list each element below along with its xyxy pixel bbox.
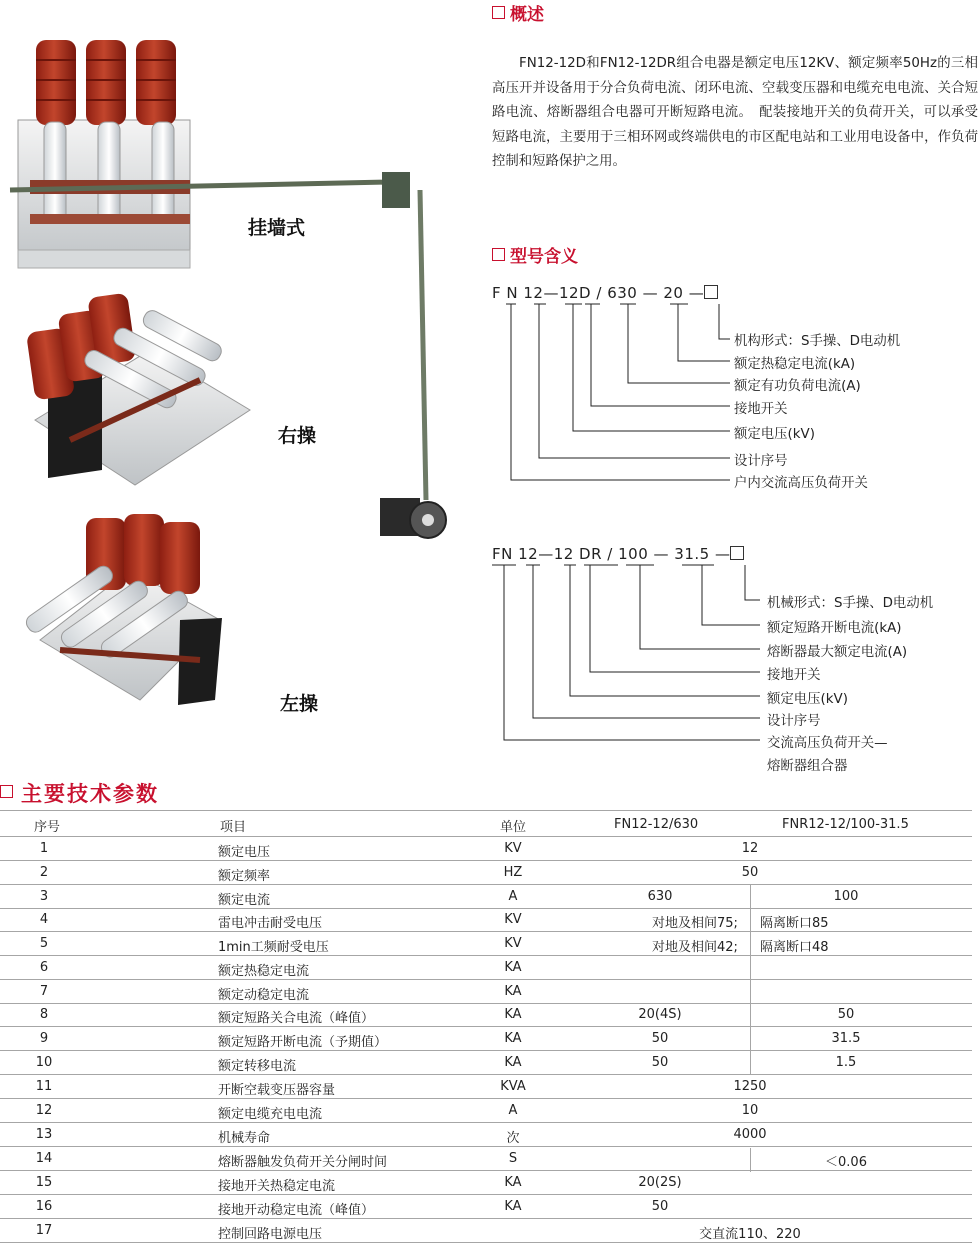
row-value-fnr12: 100 (833, 889, 859, 904)
row-item: 开断空载变压器容量 (218, 1083, 336, 1098)
left-operation-switch-photo (23, 514, 222, 705)
row-unit: A (508, 889, 518, 904)
row-divider (0, 1003, 972, 1004)
model1-desc-thermal: 额定热稳定电流(kA) (734, 357, 856, 372)
row-item: 接地开动稳定电流（峰值） (218, 1203, 375, 1218)
row-value-both: 4000 (733, 1127, 767, 1142)
row-value-fnr12: 1.5 (835, 1055, 857, 1070)
row-item: 额定频率 (218, 869, 271, 884)
row-no: 2 (39, 865, 49, 880)
model2-desc-mechanism: 机械形式：S手操、D电动机 (767, 596, 934, 611)
row-unit: KV (504, 936, 522, 951)
row-value-both: 交直流110、220 (699, 1227, 801, 1242)
row-divider (0, 979, 972, 980)
row-item: 额定电压 (218, 845, 271, 860)
model2-desc-type-2: 熔断器组合器 (767, 759, 848, 774)
model1-desc-type: 户内交流高压负荷开关 (734, 476, 868, 491)
row-unit: KA (504, 1055, 522, 1070)
row-unit: 次 (506, 1131, 520, 1146)
row-unit: KVA (500, 1079, 526, 1094)
row-no: 3 (39, 889, 49, 904)
model1-desc-load: 额定有功负荷电流(A) (734, 379, 861, 394)
row-divider (0, 1098, 972, 1099)
row-value-both: 12 (741, 841, 759, 856)
wall-mount-label: 挂墙式 (248, 217, 306, 239)
row-value-fn12: 20(2S) (638, 1175, 682, 1190)
model-meaning-heading: 型号含义 (492, 242, 578, 267)
header-item: 项目 (220, 820, 247, 835)
row-divider (0, 1122, 972, 1123)
row-value-b: 隔离断口85 (760, 916, 829, 931)
header-unit: 单位 (500, 820, 527, 835)
row-divider (0, 1218, 972, 1219)
row-item: 额定转移电流 (218, 1059, 297, 1074)
row-no: 12 (35, 1103, 53, 1118)
row-no: 1 (39, 841, 49, 856)
row-unit: KV (504, 912, 522, 927)
row-value-both: 10 (741, 1103, 759, 1118)
model2-desc-earthing: 接地开关 (767, 668, 821, 683)
row-divider (0, 1170, 972, 1171)
row-value-fn12: 20(4S) (638, 1007, 682, 1022)
row-unit: A (508, 1103, 518, 1118)
row-value-fnr12: ＜0.06 (825, 1155, 867, 1170)
row-no: 5 (39, 936, 49, 951)
row-item: 1min工频耐受电压 (218, 940, 329, 955)
header-fn12: FN12-12/630 (614, 817, 699, 832)
model2-desc-serial: 设计序号 (767, 714, 821, 729)
model2-desc-fuse: 熔断器最大额定电流(A) (767, 645, 908, 660)
model2-desc-breaking: 额定短路开断电流(kA) (767, 621, 902, 636)
row-item: 额定短路关合电流（峰值） (218, 1011, 375, 1026)
row-value-fn12: 50 (651, 1199, 669, 1214)
row-value-a: 对地及相间42; (652, 940, 738, 955)
left-operation-label: 左操 (280, 693, 319, 715)
row-no: 15 (35, 1175, 53, 1190)
checkbox-icon (0, 785, 13, 798)
row-divider (0, 860, 972, 861)
row-divider (0, 1194, 972, 1195)
row-value-fn12: 50 (651, 1055, 669, 1070)
row-unit: KV (504, 841, 522, 856)
row-unit: KA (504, 1175, 522, 1190)
row-item: 控制回路电源电压 (218, 1227, 323, 1242)
row-value-fn12: 50 (651, 1031, 669, 1046)
checkbox-icon (492, 6, 505, 19)
row-item: 额定电缆充电电流 (218, 1107, 323, 1122)
row-no: 7 (39, 984, 49, 999)
row-no: 16 (35, 1199, 53, 1214)
checkbox-icon (492, 248, 505, 261)
row-value-fn12: 630 (647, 889, 673, 904)
row-unit: KA (504, 1007, 522, 1022)
row-value-both: 50 (741, 865, 759, 880)
model1-desc-earthing: 接地开关 (734, 402, 788, 417)
row-no: 10 (35, 1055, 53, 1070)
overview-text: FN12-12D和FN12-12DR组合电器是额定电压12KV、额定频率50Hz的三相高压开并设备用于分合负荷电流、闭环电流、空载变压器和电缆充电电流、关合短路电流、熔断器组合电器可开断短路电流。 配装接地开关的负荷开关，可以承受短路电流，主要用于三相环网或终端供电的市区配电站和工业用电设备中，作负荷控制和短路保护之用。 (492, 56, 978, 169)
row-value-fnr12: 50 (837, 1007, 855, 1022)
model-code-2: FN 12—12 DR / 100 — 31.5 — (492, 545, 744, 563)
row-divider (0, 1050, 972, 1051)
row-no: 13 (35, 1127, 53, 1142)
row-divider (0, 1074, 972, 1075)
row-no: 9 (39, 1031, 49, 1046)
row-no: 8 (39, 1007, 49, 1022)
model1-desc-voltage: 额定电压(kV) (734, 427, 815, 442)
model1-desc-serial: 设计序号 (734, 454, 788, 469)
overview-heading: 概述 (492, 0, 544, 25)
row-divider (0, 1026, 972, 1027)
right-operation-switch-photo (26, 293, 250, 485)
row-value-fnr12: 31.5 (831, 1031, 861, 1046)
row-item: 额定动稳定电流 (218, 988, 310, 1003)
row-unit: KA (504, 984, 522, 999)
row-item: 额定电流 (218, 893, 271, 908)
row-value-a: 对地及相间75; (652, 916, 738, 931)
row-unit: KA (504, 1199, 522, 1214)
row-unit: KA (504, 960, 522, 975)
row-item: 熔断器触发负荷开关分闸时间 (218, 1155, 388, 1170)
row-divider (0, 931, 972, 932)
model-connector-lines (490, 300, 970, 760)
row-divider (0, 908, 972, 909)
row-value-b: 隔离断口48 (760, 940, 829, 955)
header-no: 序号 (34, 820, 61, 835)
row-no: 14 (35, 1151, 53, 1166)
row-value-both: 1250 (733, 1079, 767, 1094)
row-unit: S (508, 1151, 518, 1166)
row-no: 17 (35, 1223, 53, 1238)
row-unit: KA (504, 1031, 522, 1046)
row-item: 额定热稳定电流 (218, 964, 310, 979)
model2-desc-voltage: 额定电压(kV) (767, 692, 848, 707)
parameters-heading: 主要技术参数 (0, 778, 159, 808)
row-item: 额定短路开断电流（予期值） (218, 1035, 388, 1050)
row-item: 雷电冲击耐受电压 (218, 916, 323, 931)
row-divider (0, 884, 972, 885)
right-operation-label: 右操 (278, 425, 317, 447)
row-no: 6 (39, 960, 49, 975)
row-divider (0, 1146, 972, 1147)
row-item: 接地开关热稳定电流 (218, 1179, 336, 1194)
row-divider (0, 955, 972, 956)
square-icon (704, 285, 718, 299)
row-no: 4 (39, 912, 49, 927)
row-no: 11 (35, 1079, 53, 1094)
header-fnr12: FNR12-12/100-31.5 (782, 817, 909, 832)
row-unit: HZ (503, 865, 523, 880)
model2-desc-type: 交流高压负荷开关— (767, 736, 888, 751)
model-code-1: F N 12—12D / 630 — 20 — (492, 284, 718, 302)
row-item: 机械寿命 (218, 1131, 271, 1146)
model1-desc-mechanism: 机构形式：S手操、D电动机 (734, 334, 901, 349)
product-illustrations (0, 0, 470, 770)
